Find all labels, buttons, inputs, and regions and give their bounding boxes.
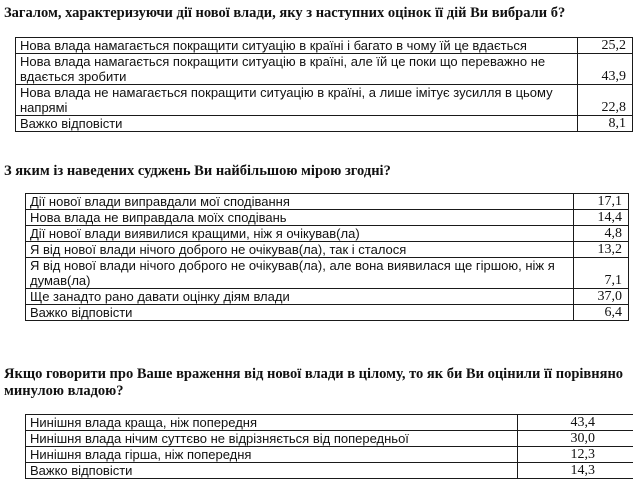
question-1-title: Загалом, характеризуючи дії нової влади, яку з наступних оцінок її дій Ви вибрали б? [4,5,566,21]
answer-value: 13,2 [574,242,629,258]
answer-value: 14,3 [518,463,633,479]
answer-label: Важко відповісти [26,305,574,321]
answer-label: Нинішня влада нічим суттєво не відрізняється від попередньої [26,431,518,447]
answer-value: 12,3 [518,447,633,463]
answer-value: 25,2 [578,38,633,54]
answer-value: 22,8 [578,85,633,116]
answer-value: 30,0 [518,431,633,447]
table-row [26,415,633,431]
table-row [26,258,629,289]
table-row [26,305,629,321]
answer-value: 17,1 [574,194,629,210]
answer-label: Ще занадто рано давати оцінку діям влади [26,289,574,305]
answer-value: 6,4 [574,305,629,321]
answer-label: Нова влада не намагається покращити ситуацію в країні, а лише імітує зусилля в цьому напрямі [16,85,578,116]
question-2-table [25,193,629,321]
answer-label: Нинішня влада гірша, ніж попередня [26,447,518,463]
answer-label: Нова влада намагається покращити ситуацію в країні, але їй це поки що переважно не вдається зробити [16,54,578,85]
table-row [26,226,629,242]
table-row [26,431,633,447]
question-1-table [15,37,633,132]
table-row [26,242,629,258]
table-row [26,289,629,305]
answer-value: 14,4 [574,210,629,226]
answer-value: 43,9 [578,54,633,85]
answer-label: Дії нової влади виявилися кращими, ніж я очікував(ла) [26,226,574,242]
table-row [16,54,633,85]
answer-value: 4,8 [574,226,629,242]
answer-label: Нинішня влада краща, ніж попередня [26,415,518,431]
table-row [26,463,633,479]
answer-label: Я від нової влади нічого доброго не очікував(ла), так і сталося [26,242,574,258]
question-3-title: Якщо говорити про Ваше враження від нової влади в цілому, то як би Ви оцінили її порівняно минулою владою? [4,366,624,399]
table-row [16,38,633,54]
question-3-table [25,414,633,479]
answer-value: 8,1 [578,116,633,132]
answer-label: Важко відповісти [26,463,518,479]
table-row [16,116,633,132]
answer-label: Я від нової влади нічого доброго не очікував(ла), але вона виявилася ще гіршою, ніж я думав(ла) [26,258,574,289]
answer-label: Дії нової влади виправдали мої сподівання [26,194,574,210]
answer-label: Нова влада намагається покращити ситуацію в країні і багато в чому їй це вдається [16,38,578,54]
table-row [26,210,629,226]
answer-value: 7,1 [574,258,629,289]
answer-label: Нова влада не виправдала моїх сподівань [26,210,574,226]
answer-value: 37,0 [574,289,629,305]
question-2-title: З яким із наведених суджень Ви найбільшою мірою згодні? [4,163,391,179]
answer-value: 43,4 [518,415,633,431]
table-row [26,194,629,210]
answer-label: Важко відповісти [16,116,578,132]
table-row [26,447,633,463]
table-row [16,85,633,116]
